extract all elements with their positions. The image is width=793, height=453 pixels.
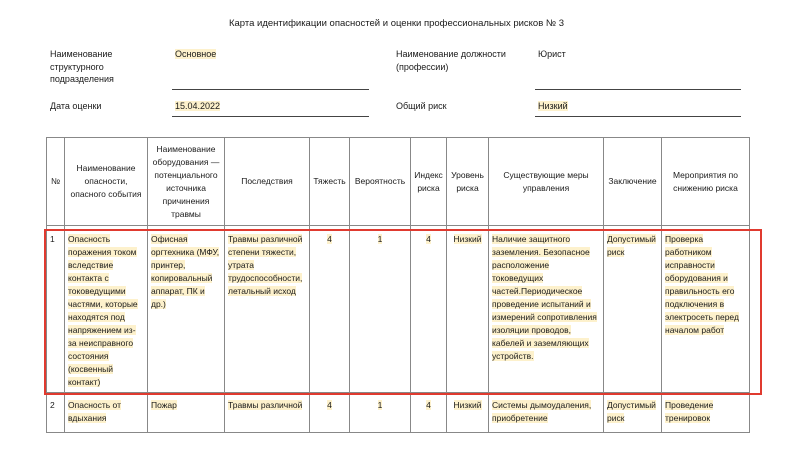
col-header: Наименование опасности, опасного события: [65, 138, 148, 226]
consequences-text: Травмы различной степени тяжести, утрата трудоспособности, летальный исход: [228, 234, 303, 296]
date-underline: [172, 116, 369, 117]
hazard-text: Опасность поражения током вследствие контакта с токоведущими частями, которые находятся под напряжением из-за неисправного состояния (косвенный контакт): [68, 234, 138, 387]
position-label: Наименование должности (профессии): [396, 49, 506, 72]
equipment-cell: [148, 226, 225, 393]
equipment-text: Пожар: [151, 400, 177, 410]
severity-cell: [310, 393, 350, 433]
probability-cell: [350, 393, 411, 433]
conclusion-text: Допустимый риск: [607, 234, 656, 257]
index-cell: [411, 226, 447, 393]
hazard-cell: [65, 226, 148, 393]
index-text: 4: [426, 234, 431, 244]
col-header: Заключение: [604, 138, 662, 226]
index-cell: [411, 393, 447, 433]
position-value: Юрист: [538, 49, 566, 59]
col-header: Последствия: [225, 138, 310, 226]
col-header: Индекс риска: [411, 138, 447, 226]
col-header: №: [47, 138, 65, 226]
probability-text: 1: [377, 400, 383, 410]
date-value-text: 15.04.2022: [175, 101, 221, 111]
actions-text: Проверка работником исправности оборудования и правильность его подключения в электросеть перед началом работ: [665, 234, 739, 335]
col-header: Наименование оборудования — потенциального источника причинения травмы: [148, 138, 225, 226]
measures-text: Системы дымоудаления, приобретение: [492, 400, 592, 423]
actions-cell: [662, 393, 750, 433]
overall-risk-label: Общий риск: [396, 101, 447, 111]
date-label: Дата оценки: [50, 101, 102, 111]
col-header: Уровень риска: [447, 138, 489, 226]
table-row: [47, 226, 750, 393]
consequences-text: Травмы различной: [228, 400, 303, 410]
conclusion-text: Допустимый риск: [607, 400, 656, 423]
date-value: [175, 100, 220, 112]
row-number: 1: [47, 226, 65, 393]
severity-text: 4: [327, 234, 332, 244]
col-header: Вероятность: [350, 138, 411, 226]
position-underline: [535, 89, 741, 90]
measures-cell: [489, 226, 604, 393]
probability-text: 1: [377, 234, 383, 244]
unit-underline: [172, 89, 369, 90]
risk-table: [46, 137, 750, 433]
hazard-cell: [65, 393, 148, 433]
col-header: Существующие меры управления: [489, 138, 604, 226]
unit-label: Наименование структурного подразделения: [50, 49, 114, 84]
level-text: Низкий: [453, 234, 482, 244]
document-title: Карта идентификации опасностей и оценки профессиональных рисков № 3: [228, 18, 565, 29]
equipment-cell: [148, 393, 225, 433]
measures-text: Наличие защитного заземления. Безопасное расположение токоведущих частей.Периодическое проведение испытаний и измерений сопротивления изоляции проводов, кабелей и заземляющих устройств.: [492, 234, 597, 361]
consequences-cell: [225, 226, 310, 393]
table-row: [47, 393, 750, 433]
hazard-text: Опасность от вдыхания: [68, 400, 121, 423]
conclusion-cell: [604, 393, 662, 433]
probability-cell: [350, 226, 411, 393]
severity-cell: [310, 226, 350, 393]
row-number: 2: [47, 393, 65, 433]
overall-risk-value-text: Низкий: [538, 101, 568, 111]
overall-underline: [535, 116, 741, 117]
col-header: Тяжесть: [310, 138, 350, 226]
index-text: 4: [426, 400, 431, 410]
table-header-row: [47, 138, 750, 226]
equipment-text: Офисная оргтехника (МФУ, принтер, копировальный аппарат, ПК и др.): [151, 234, 220, 309]
level-cell: [447, 226, 489, 393]
severity-text: 4: [327, 400, 332, 410]
col-header: Мероприятия по снижению риска: [662, 138, 750, 226]
actions-cell: [662, 226, 750, 393]
consequences-cell: [225, 393, 310, 433]
measures-cell: [489, 393, 604, 433]
overall-risk-value: [538, 100, 568, 112]
conclusion-cell: [604, 226, 662, 393]
unit-value-text: Основное: [175, 49, 217, 59]
unit-value: [175, 48, 216, 60]
actions-text: Проведение тренировок: [665, 400, 714, 423]
level-cell: [447, 393, 489, 433]
level-text: Низкий: [453, 400, 482, 410]
